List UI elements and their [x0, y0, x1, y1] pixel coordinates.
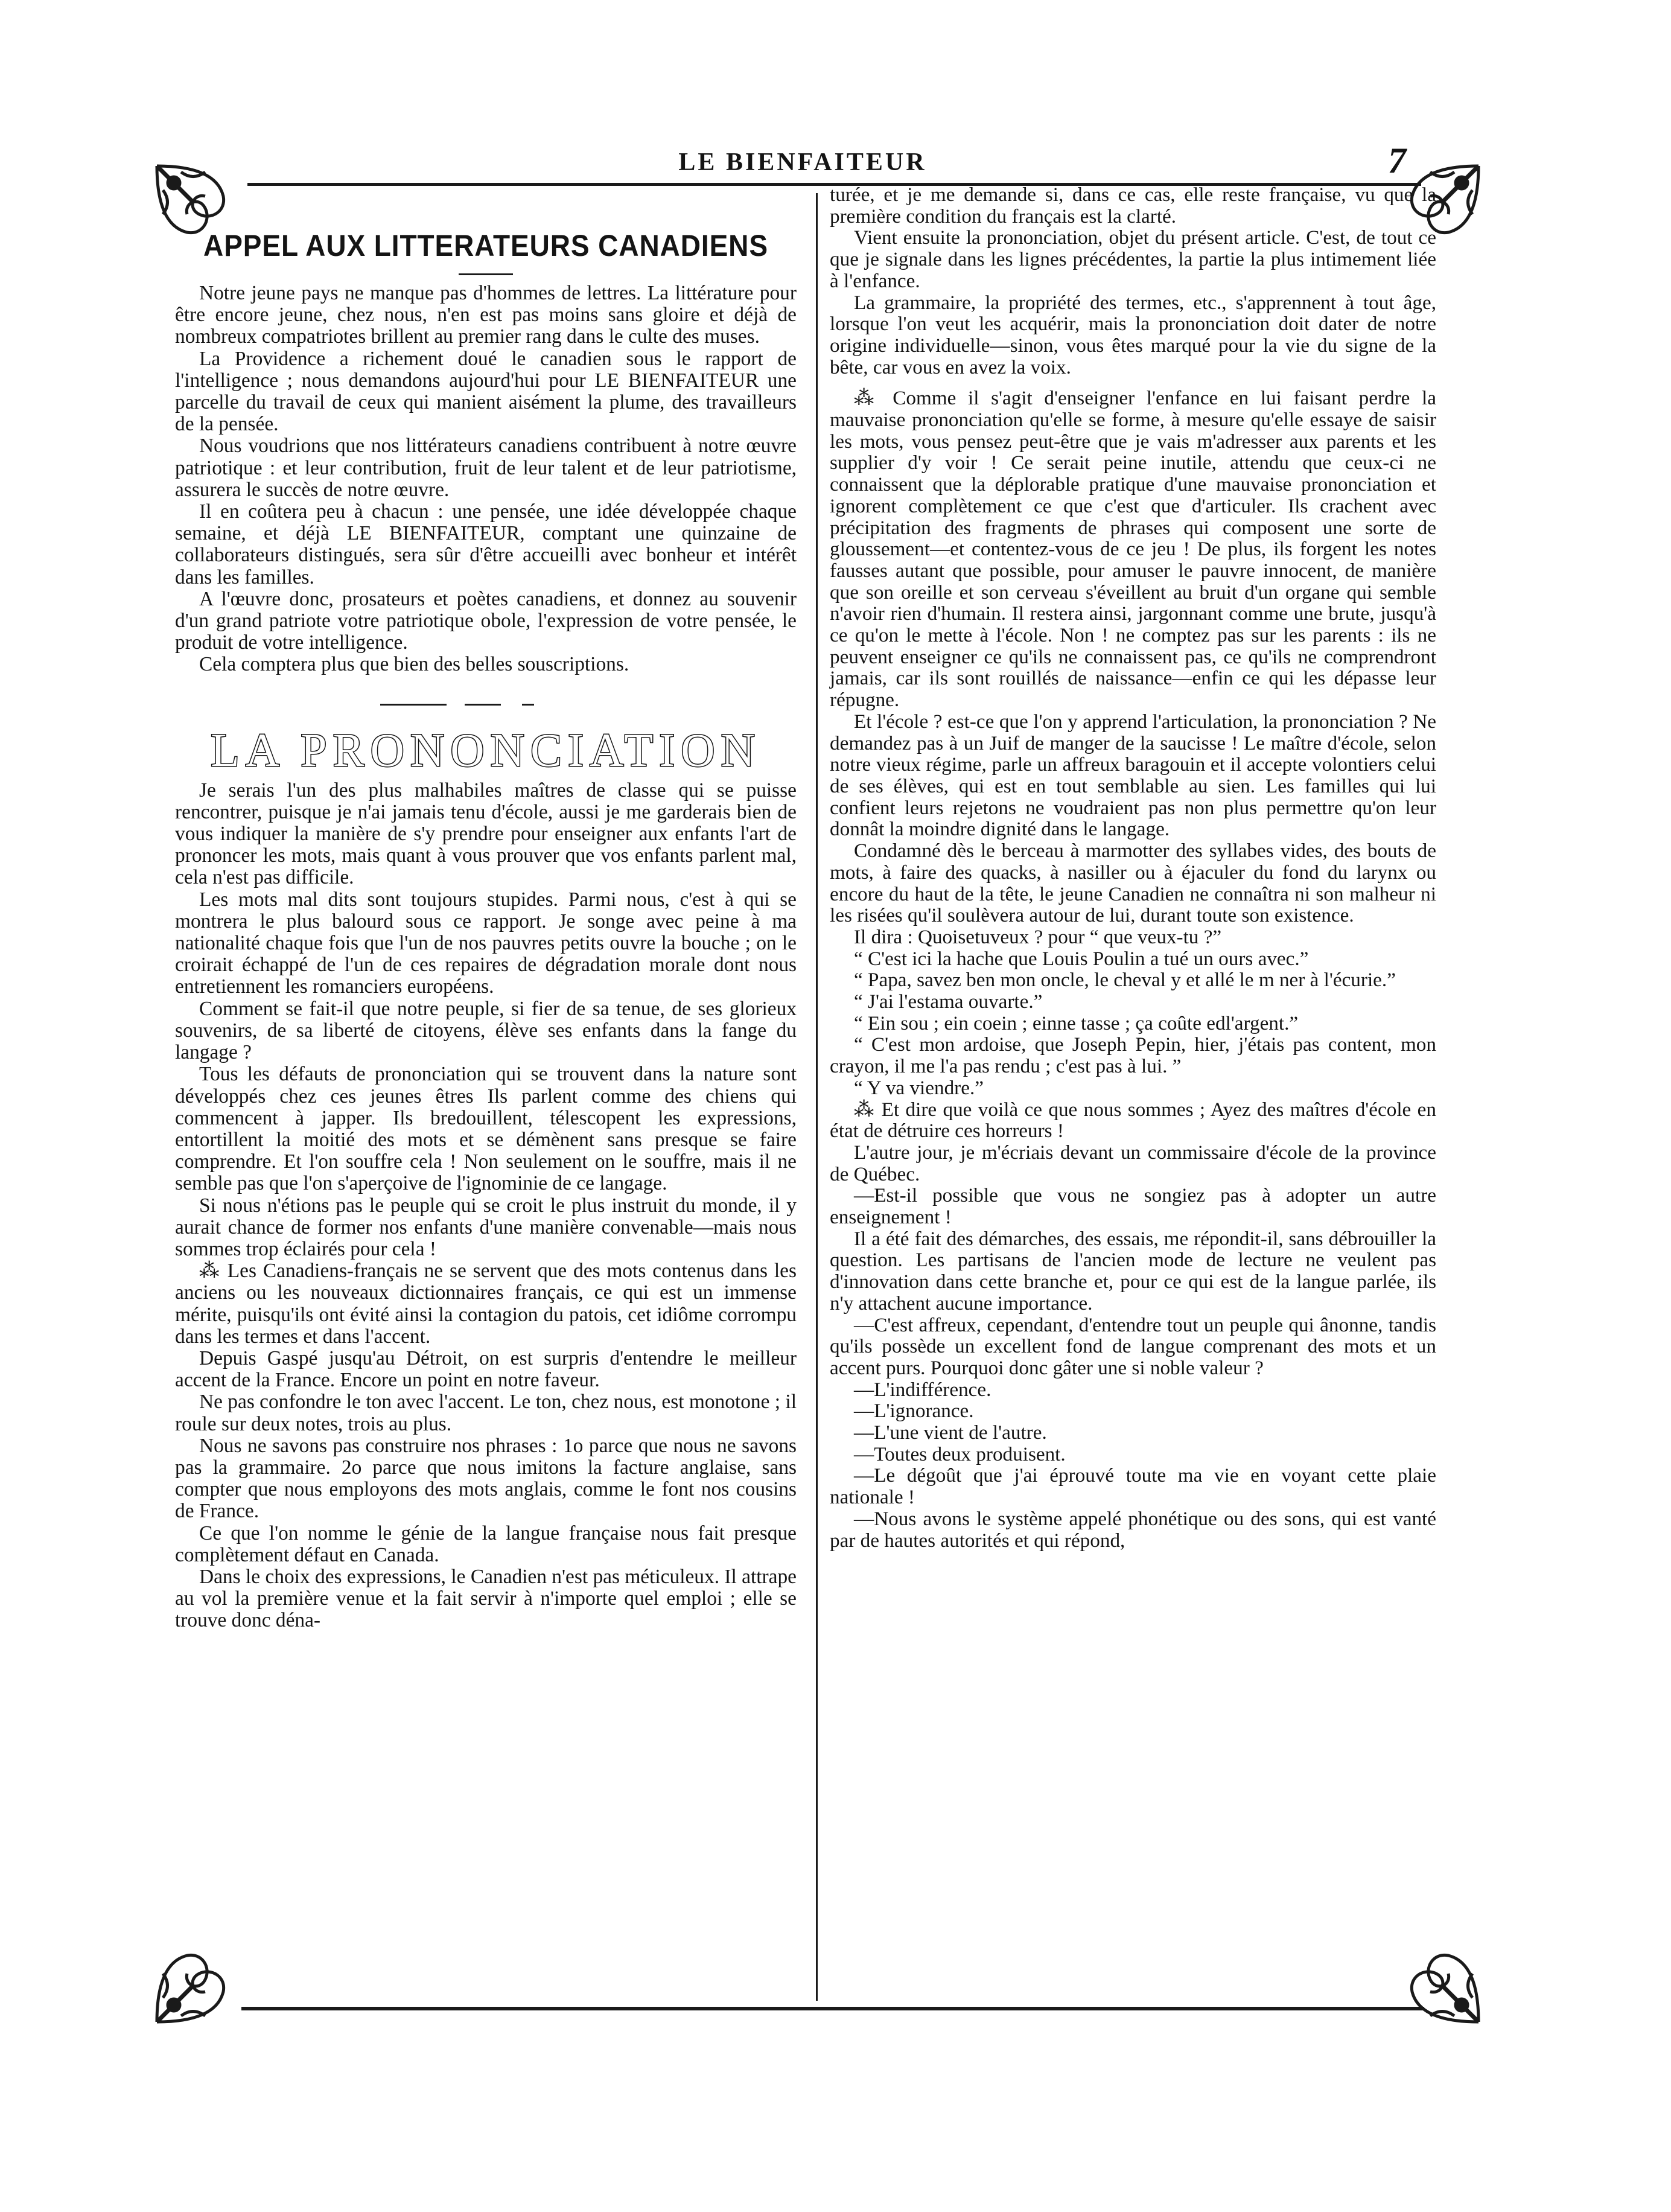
paragraph: Cela comptera plus que bien des belles souscriptions. [199, 653, 629, 676]
running-title: LE BIENFAITEUR [678, 148, 927, 176]
paragraph-continued: turée, et je me demande si, dans ce cas, elle reste française, vu que la première condition du français est la clarté. [830, 183, 1436, 228]
paragraph: —Est-il possible que vous ne songiez pas à adopter un autre enseignement ! [830, 1184, 1436, 1229]
left-column [175, 229, 797, 1632]
paragraph: —C'est affreux, cependant, d'entendre tout un peuple qui ânonne, tandis qu'ils possède un excellent fond de langue comprenant des mots et un accent purs. Pourquoi donc gâter une si noble valeur ? [830, 1313, 1436, 1379]
paragraph: Il dira : Quoisetuveux ? pour “ que veux-tu ?” [854, 925, 1222, 948]
paragraph: ⁂ Comme il s'agit d'enseigner l'enfance en lui faisant perdre la mauvaise prononciation qu'elle se forme, à mesure qu'elle essaye de saisir les mots, vous pensez peut-être que je vais m'adresser aux parents et les supplier d'y voir ! Ce serait peine inutile, attendu que ceux-ci ne connaissent que la déplorable pratique d'une mauvaise prononciation et ignorent complètement ce que c'est que d'articuler. Ils crachent avec précipitation des fragments de phrases qui composent une sorte de gloussement—et contentez-vous de ce jeu ! De plus, ils forgent les notes fausses autant que possible, pour amuser le pauvre innocent, de manière que son oreille et son cerveau s'éveillent au bruit d'un organe qui semble n'avoir rien d'humain. Il restera ainsi, jargonnant comme une brute, jusqu'à ce qu'on le mette à l'école. Non ! ne comptez pas sur les parents : ils ne peuvent enseigner ce qu'ils ne connaissent pas, ce qu'ils ne comprendront jamais, car ils sont rouillés de naissance—enfin ce qui les dépasse leur répugne. [830, 387, 1436, 712]
paragraph: Nous voudrions que nos littérateurs canadiens contribuent à notre œuvre patriotique : et leur contribution, fruit de leur talent et de leur patriotisme, assurera le succès de notre œuvre. [175, 435, 797, 501]
paragraph: Notre jeune pays ne manque pas d'hommes de lettres. La littérature pour être encore jeune, chez nous, n'en est pas moins sans gloire et déjà de nombreux compatriotes brillent au premier rang dans le culte des muses. [175, 282, 797, 348]
paragraph: Il en coûtera peu à chacun : une pensée, une idée développée chaque semaine, et déjà LE BIENFAITEUR, comptant une quinzaine de collaborateurs distingués, sera sûr d'être accueilli avec bonheur et intérêt dans les familles. [175, 500, 797, 588]
article-body-prononciation-left [175, 780, 797, 1632]
paragraph: ⁂ Et dire que voilà ce que nous sommes ; Ayez des maîtres d'école en état de détruire ces horreurs ! [830, 1098, 1436, 1143]
paragraph: Nous ne savons pas construire nos phrases : 1o parce que nous ne savons pas la grammaire. 2o parce que nous imitons la facture anglaise, sans compter que nous employons des mots anglais, comme le font nos cousins de France. [175, 1434, 797, 1523]
dialect-example: “ J'ai l'estama ouvarte.” [854, 990, 1043, 1013]
paragraph: Ne pas confondre le ton avec l'accent. Le ton, chez nous, est monotone ; il roule sur deux notes, trois au plus. [175, 1391, 797, 1435]
paragraph: A l'œuvre donc, prosateurs et poètes canadiens, et donnez au souvenir d'un grand patriote votre patriotique obole, l'expression de votre pensée, le produit de votre intelligence. [175, 587, 797, 654]
paragraph: Tous les défauts de prononciation qui se trouvent dans la nature sont développés chez ces jeunes êtres Ils parlent comme des chiens qui commencent à japper. Ils bredouillent, télescopent les expressions, entortillent la moitié des mots et se démènent sans presque se faire comprendre. Et l'on souffre cela ! Non seulement on le souffre, mais il ne semble pas que l'on s'aperçoive de l'ignominie de ce langage. [175, 1063, 797, 1195]
paragraph: Ce que l'on nomme le génie de la langue française nous fait presque complètement défaut en Canada. [175, 1522, 797, 1566]
dialect-example: “ C'est ici la hache que Louis Poulin a tué un ours avec.” [854, 947, 1309, 970]
paragraph: Si nous n'étions pas le peuple qui se croit le plus instruit du monde, il y aurait chance de former nos enfants d'une manière convenable—mais nous sommes trop éclairés pour cela ! [175, 1194, 797, 1260]
dialect-example: “ Papa, savez ben mon oncle, le cheval y et allé le m ner à l'écurie.” [854, 969, 1396, 992]
dialogue-line: —Nous avons le système appelé phonétique ou des sons, qui est vanté par de hautes autorités et qui répond, [830, 1507, 1436, 1552]
article-title-prononciation: LA PRONONCIATION [211, 723, 761, 776]
dialogue-line: —L'indifférence. [854, 1378, 991, 1401]
paragraph: Condamné dès le berceau à marmotter des syllabes vides, des bouts de mots, à faire des quacks, à nasiller ou à éjaculer du fond du larynx ou encore du haut de la tête, le jeune Canadien ne connaîtra ni son malheur ni les risées qu'il soulèvera autour de lui, durant toute son existence. [830, 840, 1436, 927]
section-divider [175, 693, 797, 717]
title-underline [459, 273, 513, 275]
paragraph: Et l'école ? est-ce que l'on y apprend l'articulation, la prononciation ? Ne demandez pas à un Juif de manger de la saucisse ! Le maître d'école, selon notre vieux régime, parle un affreux baragouin et il accepte volontiers celui de ses élèves, qui est en tout semblable au sien. Les familles qui lui confient leurs rejetons ne voudraient pas non plus permettre qu'on leur donnât la moindre dignité dans le langage. [830, 710, 1436, 841]
paragraph: Vient ensuite la prononciation, objet du présent article. C'est, de tout ce que je signale dans les lignes précédentes, la partie la plus intimement liée à l'enfance. [830, 226, 1436, 292]
paragraph: Il a été fait des démarches, des essais, me répondit-il, sans débrouiller la question. Les partisans de l'ancien mode de lecture ne veulent pas d'innovation dans cette branche et, pour ce qui est de la langue parlée, ils n'y attachent aucune importance. [830, 1227, 1436, 1315]
dialect-example: “ Y va viendre.” [854, 1076, 984, 1099]
article-body-appel [175, 282, 797, 676]
paragraph: Dans le choix des expressions, le Canadien n'est pas méticuleux. Il attrape au vol la première venue et la fait servir à n'importe quel emploi ; elle se trouve donc déna- [175, 1565, 797, 1632]
dialogue-line: —L'ignorance. [854, 1400, 974, 1423]
paragraph: Comment se fait-il que notre peuple, si fier de sa tenue, de ses glorieux souvenirs, de sa liberté de citoyens, élève ses enfants dans la fange du langage ? [175, 997, 797, 1064]
page-number: 7 [1388, 141, 1406, 180]
dialogue-line: —Toutes deux produisent. [854, 1442, 1066, 1465]
paragraph: L'autre jour, je m'écriais devant un commissaire d'école de la province de Québec. [830, 1141, 1436, 1185]
right-column [830, 184, 1436, 1551]
column-separator [816, 193, 818, 2001]
paragraph: La Providence a richement doué le canadien sous le rapport de l'intelligence ; nous demandons aujourd'hui pour LE BIENFAITEUR une parcelle du travail de ceux qui manient aisément la plume, des travailleurs de la pensée. [175, 347, 797, 436]
corner-ornament-bottom-right [1400, 1943, 1485, 2028]
paragraph: ⁂ Les Canadiens-français ne se servent que des mots contenus dans les anciens ou les nouveaux dictionnaires français, ce qui est un immense mérite, puisqu'ils ont évité ainsi la contagion du patois, cet idiôme corrompu dans les termes et dans l'accent. [175, 1260, 797, 1348]
article-title-appel: APPEL AUX LITTERATEURS CANADIENS [203, 229, 768, 263]
dialect-example: “ C'est mon ardoise, que Joseph Pepin, hier, j'étais pas content, mon crayon, il me l'a pas rendu ; c'est pas à lui. ” [830, 1033, 1436, 1078]
dialogue-line: —L'une vient de l'autre. [854, 1421, 1047, 1444]
paragraph: Je serais l'un des plus malhabiles maîtres de classe qui se puisse rencontrer, puisque je n'ai jamais tenu d'école, aussi je me garderais bien de vous indiquer la manière de s'y prendre pour enseigner aux enfants l'art de prononcer les mots, mais quant à vous prouver que vos enfants parlent mal, cela n'est pas difficile. [175, 779, 797, 889]
paragraph: La grammaire, la propriété des termes, etc., s'apprennent à tout âge, lorsque l'on veut les acquérir, mais la prononciation doit dater de notre origine individuelle—sinon, vous êtes marqué pour la vie du signe de la bête, car vous en avez la voix. [830, 291, 1436, 378]
paragraph: Depuis Gaspé jusqu'au Détroit, on est surpris d'entendre le meilleur accent de la France. Encore un point en notre faveur. [175, 1347, 797, 1392]
dialogue-line: —Le dégoût que j'ai éprouvé toute ma vie en voyant cette plaie nationale ! [830, 1464, 1436, 1509]
bottom-rule [241, 2007, 1424, 2010]
dialect-example: “ Ein sou ; ein coein ; einne tasse ; ça coûte edl'argent.” [854, 1012, 1299, 1034]
corner-ornament-bottom-left [151, 1943, 235, 2028]
paragraph: Les mots mal dits sont toujours stupides. Parmi nous, c'est à qui se montrera le plus balourd sous ce rapport. Je songe avec peine à ma nationalité chaque fois que l'un de nos pauvres petits ouvre la bouche ; on le croirait échappé de l'un de ces repaires de dégradation morale dont nous entretiennent les romanciers européens. [175, 888, 797, 998]
